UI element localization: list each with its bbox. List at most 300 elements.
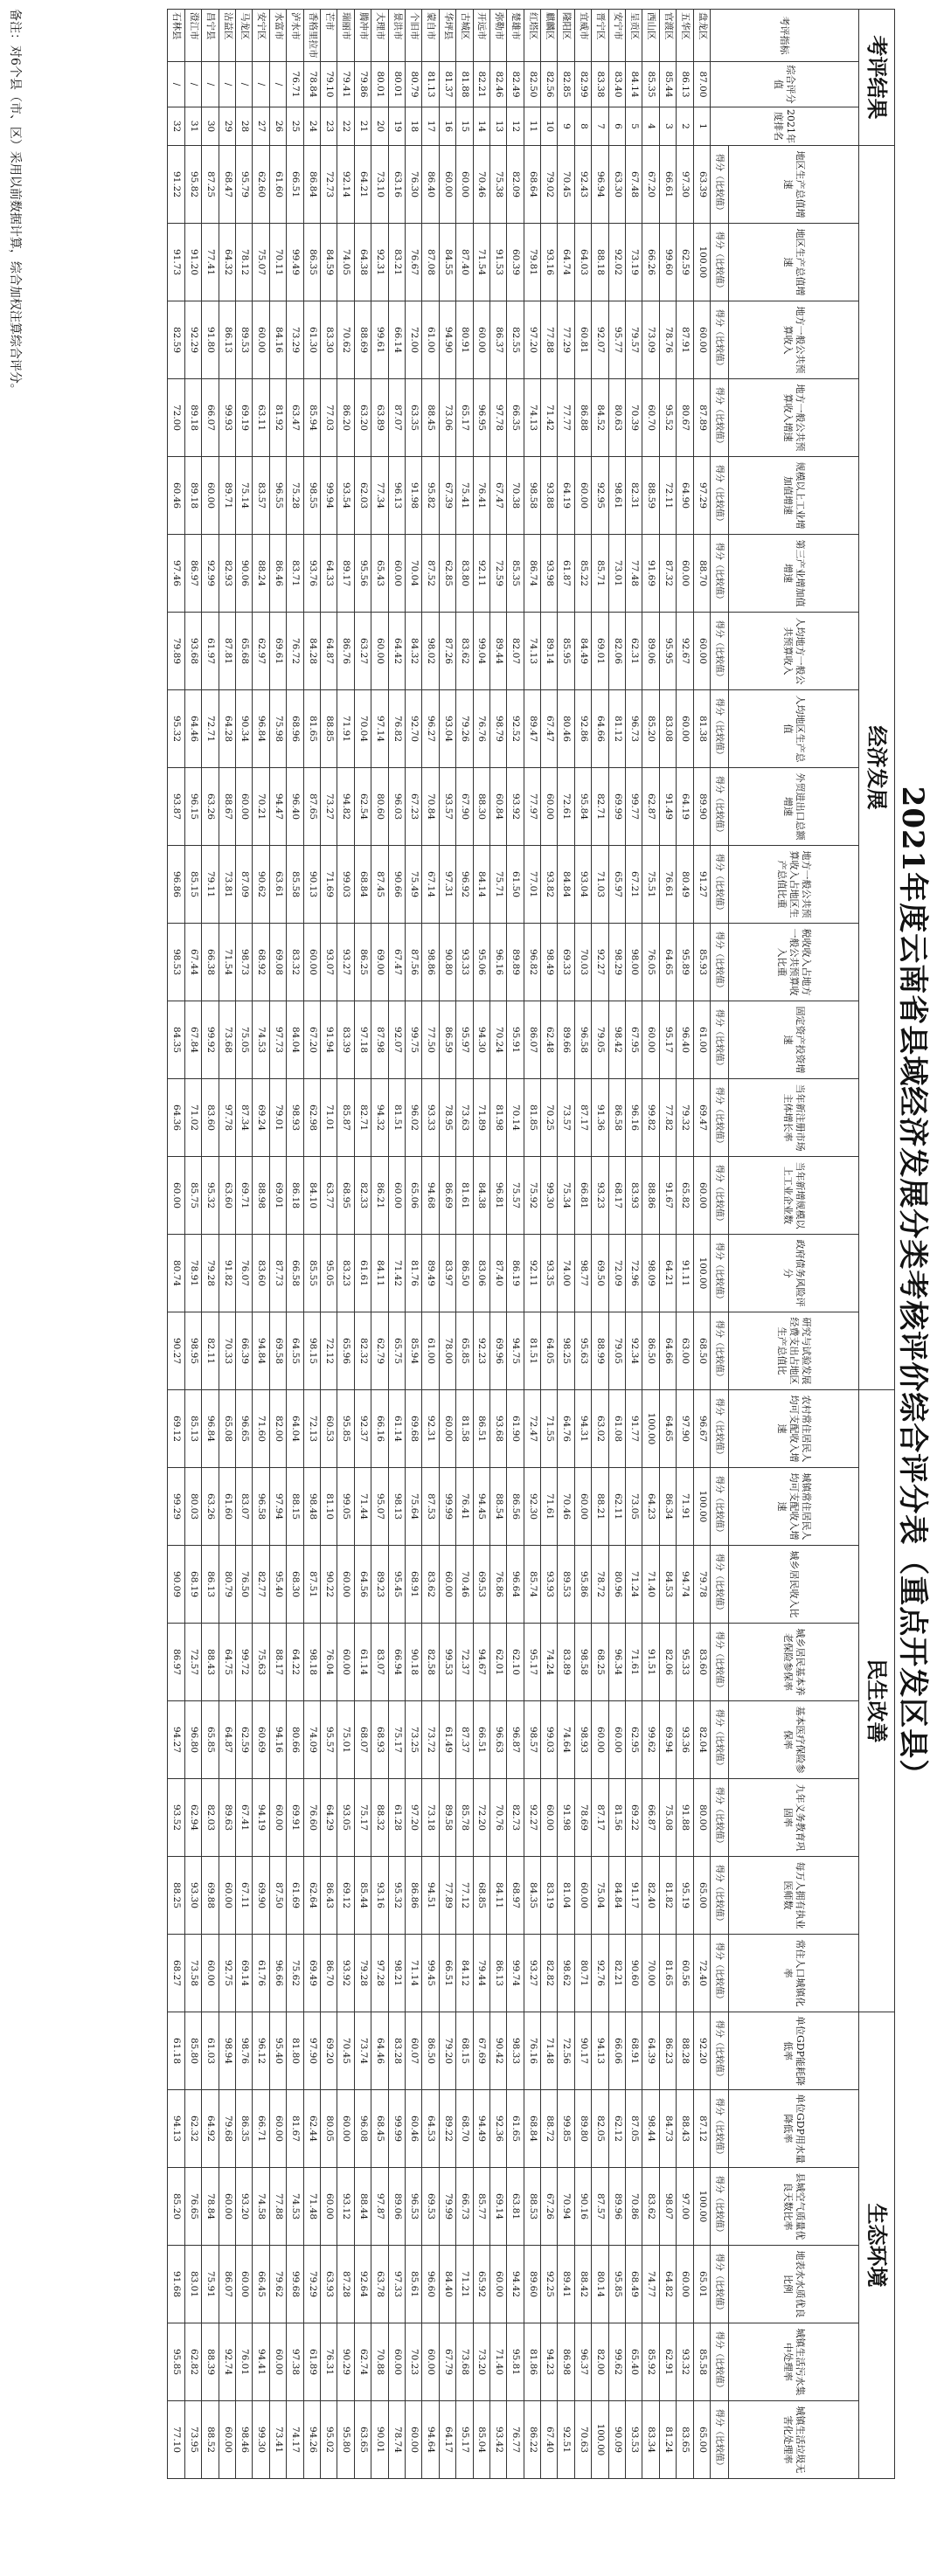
indicator-score: 99.77 [626, 768, 642, 846]
score-label: 得分 [714, 1554, 725, 1571]
indicator-score: 83.57 [253, 457, 269, 535]
indicator-score: 81.24 [659, 2401, 676, 2479]
indicator-score: 85.55 [303, 1235, 320, 1312]
indicator-score: 60.00 [371, 613, 388, 690]
indicator-score: 98.18 [303, 1624, 320, 1701]
indicator-score: 94.13 [592, 2012, 608, 2090]
indicator-score: 96.92 [456, 846, 473, 924]
composite-score: 79.86 [354, 62, 371, 107]
indicator-score: 83.60 [253, 1235, 269, 1312]
indicator-score: 90.80 [439, 924, 455, 1001]
indicator-score: 87.17 [592, 1779, 608, 1857]
indicator-score: 84.10 [303, 1157, 320, 1235]
indicator-score: 86.25 [354, 924, 371, 1001]
indicator-score: 72.09 [608, 1235, 625, 1312]
indicator-score: 93.35 [541, 1235, 558, 1312]
indicator-score: 84.84 [558, 846, 574, 924]
indicator-score: 89.53 [558, 1546, 574, 1624]
indicator-header: 地方一般公共预算收入 [729, 301, 859, 379]
indicator-score: 87.98 [371, 1001, 388, 1079]
indicator-score: 64.03 [574, 224, 591, 301]
indicator-score: 61.65 [507, 2090, 524, 2168]
indicator-score: 70.62 [337, 301, 354, 379]
indicator-score: 61.87 [558, 535, 574, 613]
indicator-score: 89.89 [507, 924, 524, 1001]
indicator-score: 85.80 [184, 2012, 201, 2090]
indicator-score: 89.49 [422, 1235, 439, 1312]
indicator-score: 82.58 [422, 1624, 439, 1701]
county-name: 隆阳区 [558, 10, 574, 62]
compare-label: （比较值） [714, 1571, 725, 1615]
indicator-score: 65.85 [456, 1312, 473, 1390]
indicator-score: 94.13 [168, 2090, 184, 2168]
indicator-header: 城镇常住居民人均可支配收入增速 [729, 1468, 859, 1546]
indicator-score: 73.25 [405, 1701, 421, 1779]
indicator-header: 单位GDP用水量降低率 [729, 2090, 859, 2168]
indicator-score: 64.05 [541, 1312, 558, 1390]
indicator-score: 94.74 [677, 1546, 693, 1624]
compare-label: （比较值） [714, 2116, 725, 2159]
indicator-score: 92.86 [574, 690, 591, 768]
indicator-score: 80.66 [287, 1701, 303, 1779]
indicator-score: 71.44 [354, 1468, 371, 1546]
composite-score: / [236, 62, 253, 107]
indicator-score: 75.14 [236, 457, 253, 535]
rank: 25 [287, 107, 303, 146]
indicator-header: 地区生产总值增速 [729, 224, 859, 301]
indicator-score: 71.21 [456, 2246, 473, 2323]
indicator-score: 66.07 [202, 379, 219, 457]
indicator-score: 83.60 [202, 1079, 219, 1157]
indicator-score: 99.61 [371, 301, 388, 379]
indicator-score: 87.09 [236, 846, 253, 924]
indicator-score: 69.20 [321, 2012, 337, 2090]
compare-label: （比较值） [714, 560, 725, 604]
indicator-score: 67.84 [184, 1001, 201, 1079]
compare-label: （比较值） [714, 405, 725, 448]
indicator-score: 67.39 [439, 457, 455, 535]
rank: 13 [489, 107, 506, 146]
indicator-score: 66.38 [202, 924, 219, 1001]
indicator-score: 76.04 [321, 1624, 337, 1701]
indicator-score: 98.02 [422, 613, 439, 690]
indicator-score: 87.12 [693, 2090, 710, 2168]
indicator-score: 74.53 [253, 1001, 269, 1079]
indicator-score: 66.26 [642, 224, 659, 301]
indicator-score: 78.00 [439, 1312, 455, 1390]
indicator-score: 69.00 [371, 924, 388, 1001]
indicator-score: 94.49 [473, 2090, 489, 2168]
indicator-score: 86.13 [219, 301, 235, 379]
indicator-score: 95.95 [659, 613, 676, 690]
county-name: 麒麟区 [541, 10, 558, 62]
compare-label: （比较值） [714, 716, 725, 759]
indicator-score: 99.60 [659, 224, 676, 301]
county-name: 水富市 [269, 10, 286, 62]
indicator-score: 66.61 [659, 146, 676, 224]
score-subheader [711, 146, 729, 224]
indicator-score: 94.68 [422, 1157, 439, 1235]
indicator-score: 98.58 [524, 457, 540, 535]
indicator-score: 63.89 [371, 379, 388, 457]
indicator-score: 75.51 [642, 846, 659, 924]
table-row [558, 10, 574, 2479]
county-name: 西山区 [642, 10, 659, 62]
table-row [659, 10, 676, 2479]
indicator-score: 88.25 [168, 1857, 184, 1935]
composite-score: 82.56 [541, 62, 558, 107]
indicator-score: 64.74 [558, 224, 574, 301]
county-name: 晋宁区 [592, 10, 608, 62]
indicator-score: 100.00 [693, 2168, 710, 2246]
indicator-score: 64.36 [168, 1079, 184, 1157]
indicator-header: 农村常住居民人均可支配收入增速 [729, 1390, 859, 1468]
indicator-score: 80.46 [558, 690, 574, 768]
indicator-score: 75.17 [354, 1779, 371, 1857]
indicator-score: 62.59 [677, 224, 693, 301]
indicator-score: 62.54 [354, 768, 371, 846]
indicator-score: 90.27 [168, 1312, 184, 1390]
indicator-score: 67.21 [626, 846, 642, 924]
indicator-score: 86.98 [558, 2323, 574, 2401]
indicator-score: 91.27 [693, 846, 710, 924]
indicator-score: 60.53 [321, 1390, 337, 1468]
indicator-header: 常住人口城镇化率 [729, 1935, 859, 2012]
indicator-score: 89.80 [574, 2090, 591, 2168]
indicator-score: 85.77 [473, 2168, 489, 2246]
compare-label: （比较值） [714, 482, 725, 526]
indicator-score: 61.50 [507, 846, 524, 924]
indicator-score: 71.61 [626, 1624, 642, 1701]
indicator-score: 80.00 [693, 1779, 710, 1857]
indicator-score: 76.01 [236, 2323, 253, 2401]
indicator-score: 84.49 [574, 613, 591, 690]
indicator-score: 69.99 [608, 768, 625, 846]
indicator-score: 82.04 [693, 1701, 710, 1779]
indicator-score: 73.68 [219, 1001, 235, 1079]
rank: 26 [269, 107, 286, 146]
indicator-score: 80.63 [608, 379, 625, 457]
indicator-score: 99.30 [253, 2401, 269, 2479]
indicator-score: 80.03 [184, 1468, 201, 1546]
indicator-score: 99.75 [405, 1001, 421, 1079]
indicator-score: 90.06 [236, 535, 253, 613]
indicator-score: 87.26 [439, 613, 455, 690]
indicator-score: 94.23 [541, 2323, 558, 2401]
composite-score: / [202, 62, 219, 107]
indicator-score: 99.29 [168, 1468, 184, 1546]
indicator-score: 82.09 [507, 146, 524, 224]
indicator-score: 95.17 [456, 2401, 473, 2479]
indicator-header: 单位GDP能耗降低率 [729, 2012, 859, 2090]
indicator-score: 98.15 [303, 1312, 320, 1390]
indicator-score: 92.11 [473, 535, 489, 613]
indicator-score: 64.87 [219, 1701, 235, 1779]
indicator-score: 71.89 [473, 1079, 489, 1157]
indicator-score: 73.18 [422, 1779, 439, 1857]
indicator-header: 固定资产投资增速 [729, 1001, 859, 1079]
indicator-score: 73.27 [321, 768, 337, 846]
table-row [321, 10, 337, 2479]
indicator-score: 60.00 [321, 2168, 337, 2246]
indicator-score: 71.69 [321, 846, 337, 924]
indicator-score: 67.41 [236, 1779, 253, 1857]
indicator-score: 66.39 [236, 1312, 253, 1390]
indicator-score: 74.24 [541, 1624, 558, 1701]
indicator-score: 62.91 [659, 2323, 676, 2401]
indicator-score: 86.18 [287, 1157, 303, 1235]
indicator-score: 88.17 [269, 1624, 286, 1701]
score-label: 得分 [714, 1865, 725, 1882]
indicator-score: 96.55 [269, 457, 286, 535]
indicator-score: 86.07 [219, 2246, 235, 2323]
indicator-score: 91.80 [202, 301, 219, 379]
indicator-score: 94.47 [269, 768, 286, 846]
score-subheader [711, 768, 729, 846]
indicator-score: 79.81 [524, 224, 540, 301]
table-row [303, 10, 320, 2479]
indicator-score: 95.91 [507, 1001, 524, 1079]
indicator-score: 96.40 [287, 768, 303, 846]
indicator-score: 68.17 [608, 1157, 625, 1235]
indicator-score: 95.80 [337, 2401, 354, 2479]
indicator-score: 68.91 [626, 2012, 642, 2090]
section-header-livelihood: 民生改善 [859, 1390, 895, 2012]
indicator-score: 88.18 [592, 224, 608, 301]
indicator-score: 63.39 [693, 146, 710, 224]
indicator-score: 68.84 [354, 846, 371, 924]
indicator-score: 63.02 [592, 1390, 608, 1468]
indicator-score: 97.33 [388, 2246, 405, 2323]
indicator-score: 96.86 [168, 846, 184, 924]
composite-score: 85.44 [659, 62, 676, 107]
indicator-score: 95.32 [388, 1857, 405, 1935]
indicator-score: 84.04 [287, 1001, 303, 1079]
indicator-score: 71.24 [626, 1546, 642, 1624]
indicator-score: 72.20 [473, 1779, 489, 1857]
indicator-score: 83.65 [677, 2401, 693, 2479]
indicator-score: 61.30 [303, 301, 320, 379]
indicator-score: 88.15 [287, 1468, 303, 1546]
indicator-score: 89.90 [693, 768, 710, 846]
indicator-score: 95.02 [321, 2401, 337, 2479]
indicator-score: 70.84 [422, 768, 439, 846]
indicator-score: 63.81 [507, 2168, 524, 2246]
indicator-score: 96.82 [524, 924, 540, 1001]
indicator-score: 91.98 [558, 1779, 574, 1857]
table-row [677, 10, 693, 2479]
indicator-score: 92.25 [541, 2246, 558, 2323]
indicator-score: 84.28 [303, 613, 320, 690]
exam-result-header: 考评结果 [859, 10, 895, 146]
indicator-score: 68.30 [287, 1546, 303, 1624]
score-label: 得分 [714, 2409, 725, 2427]
compare-label: （比较值） [714, 1104, 725, 1148]
indicator-score: 69.58 [269, 1312, 286, 1390]
exam-index-header: 考评指标 [711, 10, 859, 62]
indicator-score: 78.76 [659, 301, 676, 379]
indicator-score: 78.74 [388, 2401, 405, 2479]
indicator-score: 60.00 [202, 1935, 219, 2012]
composite-score: / [219, 62, 235, 107]
indicator-score: 68.45 [371, 2090, 388, 2168]
indicator-score: 60.00 [489, 2246, 506, 2323]
indicator-score: 95.06 [473, 924, 489, 1001]
indicator-score: 90.17 [574, 2012, 591, 2090]
indicator-score: 64.76 [558, 1390, 574, 1468]
indicator-score: 66.14 [388, 301, 405, 379]
indicator-score: 85.94 [405, 1312, 421, 1390]
indicator-score: 75.38 [489, 146, 506, 224]
indicator-score: 69.71 [236, 1157, 253, 1235]
indicator-score: 96.40 [677, 1001, 693, 1079]
indicator-score: 63.00 [677, 1312, 693, 1390]
rank: 1 [693, 107, 710, 146]
indicator-score: 81.98 [489, 1079, 506, 1157]
indicator-score: 85.44 [354, 1857, 371, 1935]
indicator-score: 79.99 [439, 2168, 455, 2246]
indicator-score: 66.45 [253, 2246, 269, 2323]
indicator-score: 63.78 [371, 2246, 388, 2323]
indicator-score: 86.74 [524, 535, 540, 613]
indicator-score: 71.14 [405, 1935, 421, 2012]
indicator-score: 60.00 [337, 1546, 354, 1624]
indicator-score: 83.97 [439, 1235, 455, 1312]
indicator-header: 当年新注册市场主体增长率 [729, 1079, 859, 1157]
indicator-score: 89.17 [337, 535, 354, 613]
indicator-score: 97.94 [269, 1468, 286, 1546]
score-label: 得分 [714, 232, 725, 249]
indicator-score: 79.89 [168, 613, 184, 690]
score-subheader [711, 2323, 729, 2401]
score-label: 得分 [714, 309, 725, 327]
indicator-score: 81.61 [456, 1157, 473, 1235]
indicator-score: 99.04 [473, 613, 489, 690]
indicator-score: 77.29 [558, 301, 574, 379]
indicator-header: 城镇生活污水集中处理率 [729, 2323, 859, 2401]
compare-label: （比较值） [714, 1960, 725, 2004]
indicator-score: 68.93 [371, 1701, 388, 1779]
indicator-score: 60.00 [202, 457, 219, 535]
indicator-score: 88.32 [371, 1779, 388, 1857]
compare-label: （比较值） [714, 327, 725, 370]
indicator-score: 86.34 [659, 1468, 676, 1546]
score-label: 得分 [714, 1942, 725, 1960]
indicator-score: 94.27 [168, 1701, 184, 1779]
indicator-score: 64.65 [659, 924, 676, 1001]
score-subheader [711, 2012, 729, 2090]
indicator-score: 64.65 [659, 1390, 676, 1468]
indicator-score: 80.05 [321, 2090, 337, 2168]
indicator-score: 75.07 [253, 224, 269, 301]
indicator-score: 95.79 [236, 146, 253, 224]
indicator-score: 79.26 [456, 690, 473, 768]
county-name: 开远市 [473, 10, 489, 62]
county-name: 瑞丽市 [337, 10, 354, 62]
indicator-score: 67.26 [541, 2168, 558, 2246]
indicator-score: 69.08 [269, 924, 286, 1001]
indicator-score: 60.00 [303, 924, 320, 1001]
indicator-score: 65.06 [405, 1157, 421, 1235]
indicator-score: 95.52 [659, 379, 676, 457]
indicator-score: 62.10 [507, 1624, 524, 1701]
indicator-score: 93.88 [541, 457, 558, 535]
indicator-score: 72.57 [184, 1624, 201, 1701]
indicator-score: 81.80 [287, 2012, 303, 2090]
indicator-score: 70.86 [626, 2168, 642, 2246]
indicator-score: 69.24 [253, 1079, 269, 1157]
indicator-header: 人均地区生产总值 [729, 690, 859, 768]
table-row [592, 10, 608, 2479]
indicator-score: 88.99 [592, 1312, 608, 1390]
indicator-score: 64.66 [592, 690, 608, 768]
indicator-score: 70.45 [558, 146, 574, 224]
indicator-score: 91.69 [642, 535, 659, 613]
indicator-score: 64.82 [659, 2246, 676, 2323]
indicator-score: 89.18 [184, 457, 201, 535]
indicator-score: 86.50 [456, 1235, 473, 1312]
score-label: 得分 [714, 931, 725, 949]
county-name: 芒市 [321, 10, 337, 62]
indicator-score: 79.28 [354, 1935, 371, 2012]
indicator-score: 95.85 [168, 2323, 184, 2401]
indicator-score: 67.47 [388, 924, 405, 1001]
indicator-score: 96.16 [489, 924, 506, 1001]
composite-score: 81.37 [439, 62, 455, 107]
indicator-score: 73.01 [608, 535, 625, 613]
indicator-score: 87.50 [269, 1857, 286, 1935]
indicator-score: 88.54 [489, 1468, 506, 1546]
indicator-score: 86.97 [168, 1624, 184, 1701]
indicator-score: 63.60 [219, 1157, 235, 1235]
indicator-score: 68.47 [219, 146, 235, 224]
score-label: 得分 [714, 854, 725, 871]
score-subheader [711, 1935, 729, 2012]
indicator-score: 62.79 [371, 1312, 388, 1390]
indicator-score: 72.56 [558, 2012, 574, 2090]
indicator-score: 90.60 [626, 1935, 642, 2012]
indicator-score: 75.49 [405, 846, 421, 924]
indicator-score: 71.40 [642, 1546, 659, 1624]
indicator-score: 90.62 [253, 846, 269, 924]
indicator-score: 82.55 [507, 301, 524, 379]
compare-label: （比较值） [714, 1416, 725, 1459]
score-subheader [711, 846, 729, 924]
indicator-score: 76.16 [524, 2012, 540, 2090]
indicator-score: 66.87 [642, 1779, 659, 1857]
indicator-score: 63.61 [269, 846, 286, 924]
indicator-score: 81.58 [456, 1390, 473, 1468]
indicator-score: 82.06 [608, 613, 625, 690]
indicator-score: 83.06 [473, 1235, 489, 1312]
indicator-score: 92.34 [626, 1312, 642, 1390]
indicator-score: 68.97 [507, 1857, 524, 1935]
indicator-score: 84.40 [439, 2246, 455, 2323]
indicator-score: 62.74 [354, 2323, 371, 2401]
rank: 2 [677, 107, 693, 146]
indicator-score: 67.23 [405, 768, 421, 846]
composite-score: 86.13 [677, 62, 693, 107]
rank: 22 [337, 107, 354, 146]
indicator-score: 93.20 [236, 2168, 253, 2246]
indicator-score: 86.70 [321, 1935, 337, 2012]
indicator-score: 70.24 [489, 1001, 506, 1079]
table-row [422, 10, 439, 2479]
indicator-score: 92.31 [422, 1390, 439, 1468]
indicator-score: 99.05 [337, 1468, 354, 1546]
indicator-score: 61.14 [354, 1624, 371, 1701]
indicator-score: 77.88 [541, 301, 558, 379]
